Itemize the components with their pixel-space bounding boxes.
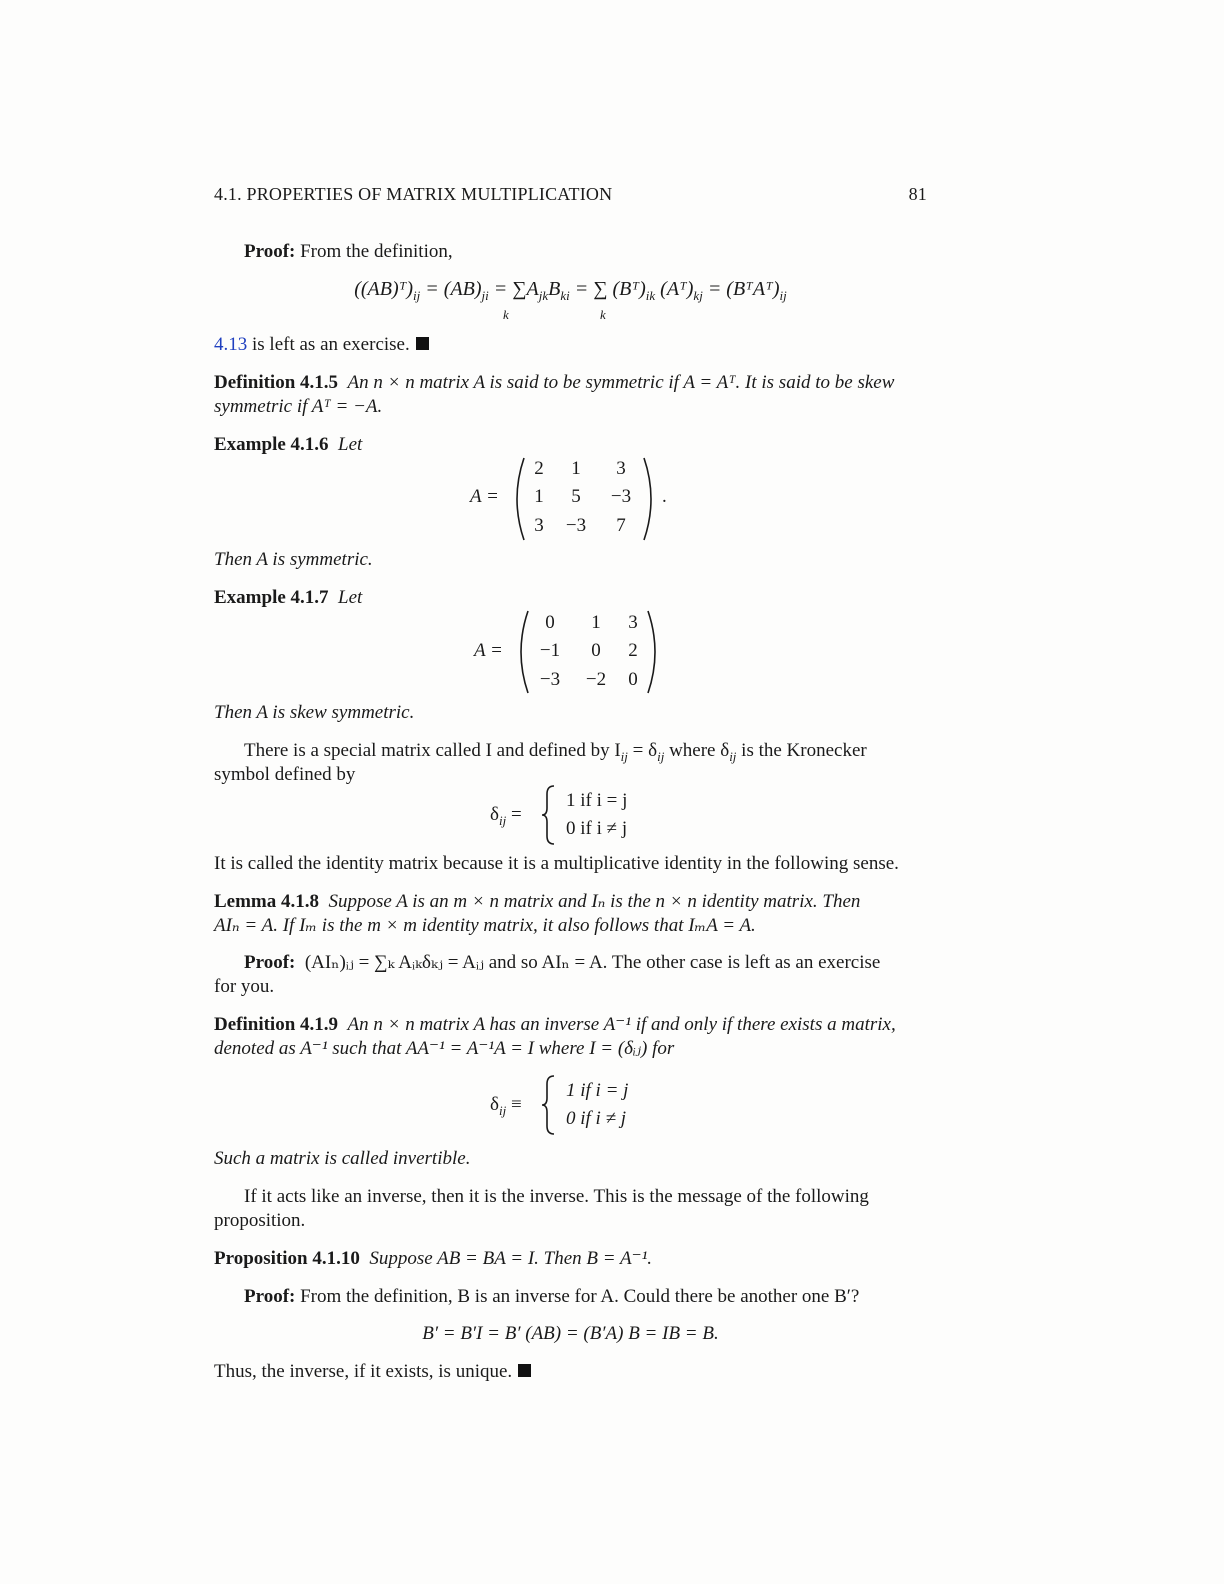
matrix-cell: −3 [539,669,561,690]
delta-equiv: ≡ [510,1094,522,1115]
left-brace-icon [540,1074,558,1136]
matrix-cell: 0 [628,669,638,690]
matrix-cell: 3 [628,612,638,633]
delta-sub: ij [498,812,507,828]
delta-equals: = [510,804,522,825]
definition-label: Definition 4.1.9 [214,1014,339,1035]
lemma-text-2: AIₙ = A. If Iₘ is the m × m identity matrix, it also follows that IₘA = A. [214,915,756,936]
delta-case-1: 1 if i = j [566,1080,629,1101]
inverse-paragraph-line2: proposition. [214,1210,306,1231]
delta-case-2: 0 if i ≠ j [566,818,628,839]
eq1-part3-sub: ik [645,288,656,303]
qed-square-icon [416,337,429,350]
delta-symbol: δ [490,804,499,825]
proof-3 [214,1285,927,1309]
kronecker-paragraph [214,739,927,763]
matrix-cell: 1 [591,612,601,633]
eq1-lhs: ((AB)ᵀ) [354,278,414,300]
kron-text-2: = δ [632,740,658,761]
eq1-lhs-sub: ij [413,288,421,303]
proposition-4-1-10 [214,1247,927,1271]
invertible-sentence: Such a matrix is called invertible. [214,1148,471,1169]
eq1-part2: = ∑A [493,278,539,300]
example-4-1-6-heading [214,433,927,457]
kron-text-1: There is a special matrix called I and defined by I [244,740,621,761]
matrix-cell: 7 [616,515,626,536]
inverse-paragraph-line1: If it acts like an inverse, then it is the inverse. This is the message of the following [244,1186,869,1207]
page-number: 81 [908,184,927,204]
kron-text-3: where δ [669,740,730,761]
matrix-cell: −2 [585,669,607,690]
proof-text: From the definition, [300,241,453,262]
example-label: Example 4.1.6 [214,434,329,455]
kron-sub-1: ij [620,748,628,764]
conclusion-text: Thus, the inverse, if it exists, is unique. [214,1361,513,1382]
proof-label: Proof: [244,1286,296,1307]
delta-lhs [490,1094,522,1116]
eq1-part2-sub2: ki [560,288,570,303]
matrix-cell: 3 [534,515,544,536]
lemma-4-1-8 [214,890,927,938]
definition-4-1-9 [214,1013,927,1061]
matrix-cell: 3 [616,458,626,479]
proof-text: From the definition, B is an inverse for A. Could there be another one B′? [300,1286,860,1307]
example-4-1-7-heading [214,586,927,610]
delta-lhs [490,804,522,826]
eq1-part5-sub: ij [779,288,787,303]
eq1-part3: = ∑ (Bᵀ) [574,278,646,300]
definition-text-2: denoted as A⁻¹ such that AA⁻¹ = A⁻¹A = I where I = (δᵢⱼ) for [214,1038,675,1059]
sum-index-2: k [600,307,606,322]
sum-index-1: k [503,307,509,322]
eq1-part4-sub: kj [693,288,703,303]
running-header [214,184,927,205]
eq1-part1-sub: ji [481,288,489,303]
proposition-text: Suppose AB = BA = I. Then B = A⁻¹. [369,1248,653,1269]
proof-label: Proof: [244,952,296,973]
eq1-part2b: B [548,278,561,300]
definition-text-1: An n × n matrix A has an inverse A⁻¹ if and only if there exists a matrix, [347,1014,896,1035]
example-4-1-7-conclusion: Then A is skew symmetric. [214,702,415,723]
delta-case-1: 1 if i = j [566,790,628,811]
delta-case-2: 0 if i ≠ j [566,1108,627,1129]
left-brace-icon [540,784,558,846]
matrix-a-lhs: A = [474,640,503,661]
example-4-1-6-conclusion: Then A is symmetric. [214,549,373,570]
eq1-part1: = (AB) [425,278,482,300]
proof-2-line2: for you. [214,976,275,997]
proof-1-intro [214,240,927,264]
matrix-cell: 2 [628,640,638,661]
proof-label: Proof: [244,241,296,262]
matrix-cell: 1 [534,486,544,507]
kron-sub-2: ij [657,748,665,764]
uniqueness-equation: B′ = B′I = B′ (AB) = (B′A) B = IB = B. [422,1323,719,1344]
eq1-part2-sub1: jk [538,288,549,303]
right-paren-icon [640,456,660,542]
definition-text-2: symmetric if Aᵀ = −A. [214,396,383,417]
kron-sub-3: ij [729,748,737,764]
matrix-cell: −1 [539,640,561,661]
example-let: Let [338,587,363,608]
matrix-cell: 1 [571,458,581,479]
matrix-cell: 2 [534,458,544,479]
eq1-part5: = (BᵀAᵀ) [707,278,780,300]
kron-text-4: is the Kronecker [741,740,867,761]
matrix-cell: 0 [591,640,601,661]
qed-square-icon [518,1364,531,1377]
kronecker-paragraph-line2: symbol defined by [214,764,356,785]
definition-4-1-5 [214,371,927,419]
lemma-text-1: Suppose A is an m × n matrix and Iₙ is the n × n identity matrix. Then [328,891,861,912]
proposition-label: Proposition 4.1.10 [214,1248,360,1269]
lemma-label: Lemma 4.1.8 [214,891,320,912]
eq1-part4: (Aᵀ) [660,278,694,300]
matrix-cell: 0 [545,612,555,633]
delta-sub: ij [498,1102,507,1118]
exercise-note [214,333,927,357]
exercise-text: is left as an exercise. [252,334,410,355]
conclusion [214,1360,927,1384]
delta-symbol: δ [490,1094,499,1115]
matrix-a-lhs: A = [470,486,499,507]
identity-sentence: It is called the identity matrix because it is a multiplicative identity in the following sense. [214,853,899,874]
example-let: Let [338,434,363,455]
header-title: 4.1. PROPERTIES OF MATRIX MULTIPLICATION [214,184,613,204]
definition-text-1: An n × n matrix A is said to be symmetric if A = Aᵀ. It is said to be skew [347,372,895,393]
matrix-cell: −3 [565,515,587,536]
definition-label: Definition 4.1.5 [214,372,339,393]
left-paren-icon [512,609,532,695]
proof-text-1: (AIₙ)ᵢⱼ = ∑ₖ Aᵢₖδₖⱼ = Aᵢⱼ and so AIₙ = A. The other case is left as an exercise [304,952,881,973]
exercise-link[interactable]: 4.13 [214,334,248,355]
matrix-cell: −3 [610,486,632,507]
matrix-cell: 5 [571,486,581,507]
transpose-product-equation [214,278,927,301]
proof-2 [214,951,927,975]
example-label: Example 4.1.7 [214,587,329,608]
matrix-period: . [662,486,667,507]
